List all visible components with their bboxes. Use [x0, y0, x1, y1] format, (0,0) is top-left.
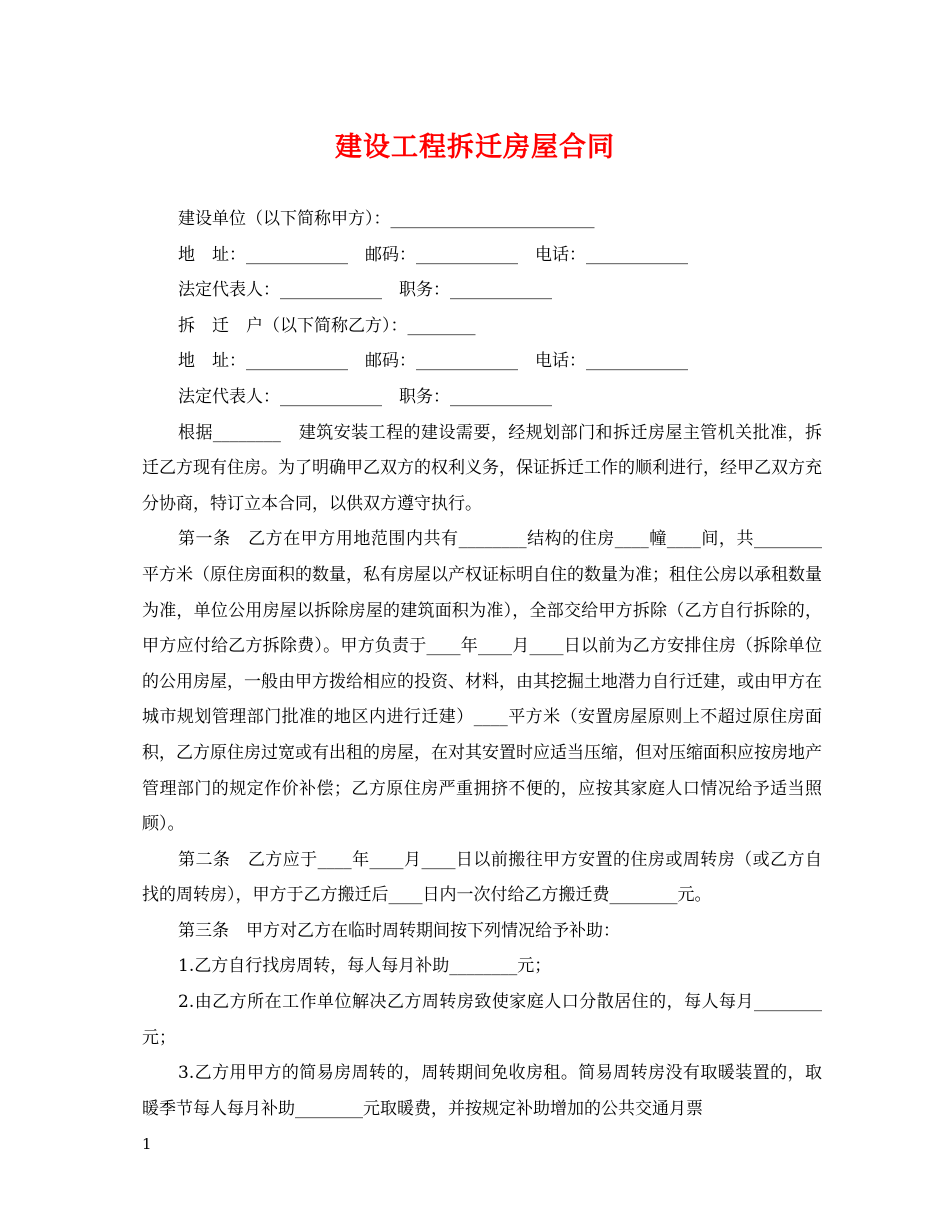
page-title: 建设工程拆迁房屋合同	[335, 132, 615, 163]
header-line-relocatee-representative: 法定代表人：____________ 职务：____________	[178, 386, 552, 407]
contract-body	[142, 202, 822, 1127]
article-2-paragraph: 第二条 乙方应于____年____月____日以前搬往甲方安置的住房或周转房（或乙方自找的周转房），甲方于乙方搬迁后____日内一次付给乙方搬迁费________元。	[142, 849, 822, 906]
header-line-relocatee-address: 地 址：____________ 邮码：____________ 电话：____________	[178, 351, 688, 372]
preamble-paragraph: 根据________ 建筑安装工程的建设需要，经规划部门和拆迁房屋主管机关批准，拆迁乙方现有住房。为了明确甲乙双方的权利义务，保证拆迁工作的顺利进行，经甲乙双方充分协商，特订立本合同，以供双方遵守执行。	[142, 422, 822, 514]
header-line-relocatee: 拆 迁 户（以下简称乙方）：________	[178, 315, 476, 336]
page-number: 1	[142, 1135, 152, 1153]
article-3-item-3: 3.乙方用甲方的简易房周转的，周转期间免收房租。简易周转房没有取暖装置的，取暖季节每人每月补助________元取暖费，并按规定补助增加的公共交通月票	[142, 1063, 822, 1119]
article-3-item-2: 2.由乙方所在工作单位解决乙方周转房致使家庭人口分散居住的，每人每月________元；	[142, 992, 822, 1048]
header-line-employer: 建设单位（以下简称甲方）：________________________	[178, 209, 595, 229]
header-line-employer-address: 地 址：____________ 邮码：____________ 电话：____________	[178, 244, 688, 265]
article-3-paragraph: 第三条 甲方对乙方在临时周转期间按下列情况给予补助：	[178, 920, 620, 941]
article-1-paragraph: 第一条 乙方在甲方用地范围内共有________结构的住房____幢____间，共________平方米（原住房面积的数量，私有房屋以产权证标明自住的数量为准；租住公房以承租数量为准，单位公用房屋以拆除房屋的建筑面积为准），全部交给甲方拆除（乙方自行拆除的，甲方应付给乙方拆除费）。甲方负责于____年____月____日以前为乙方安排住房（拆除单位的公用房屋，一般由甲方拨给相应的投资、材料，由其挖掘土地潜力自行迁建，或由甲方在城市规划管理部门批准的地区内进行迁建）____平方米（安置房屋原则上不超过原住房面积，乙方原住房过宽或有出租的房屋，在对其安置时应适当压缩，但对压缩面积应按房地产管理部门的规定作价补偿；乙方原住房严重拥挤不便的，应按其家庭人口情况给予适当照顾）。	[142, 529, 822, 835]
article-3-item-1: 1.乙方自行找房周转，每人每月补助________元；	[178, 956, 552, 977]
header-line-employer-representative: 法定代表人：____________ 职务：____________	[178, 280, 552, 301]
